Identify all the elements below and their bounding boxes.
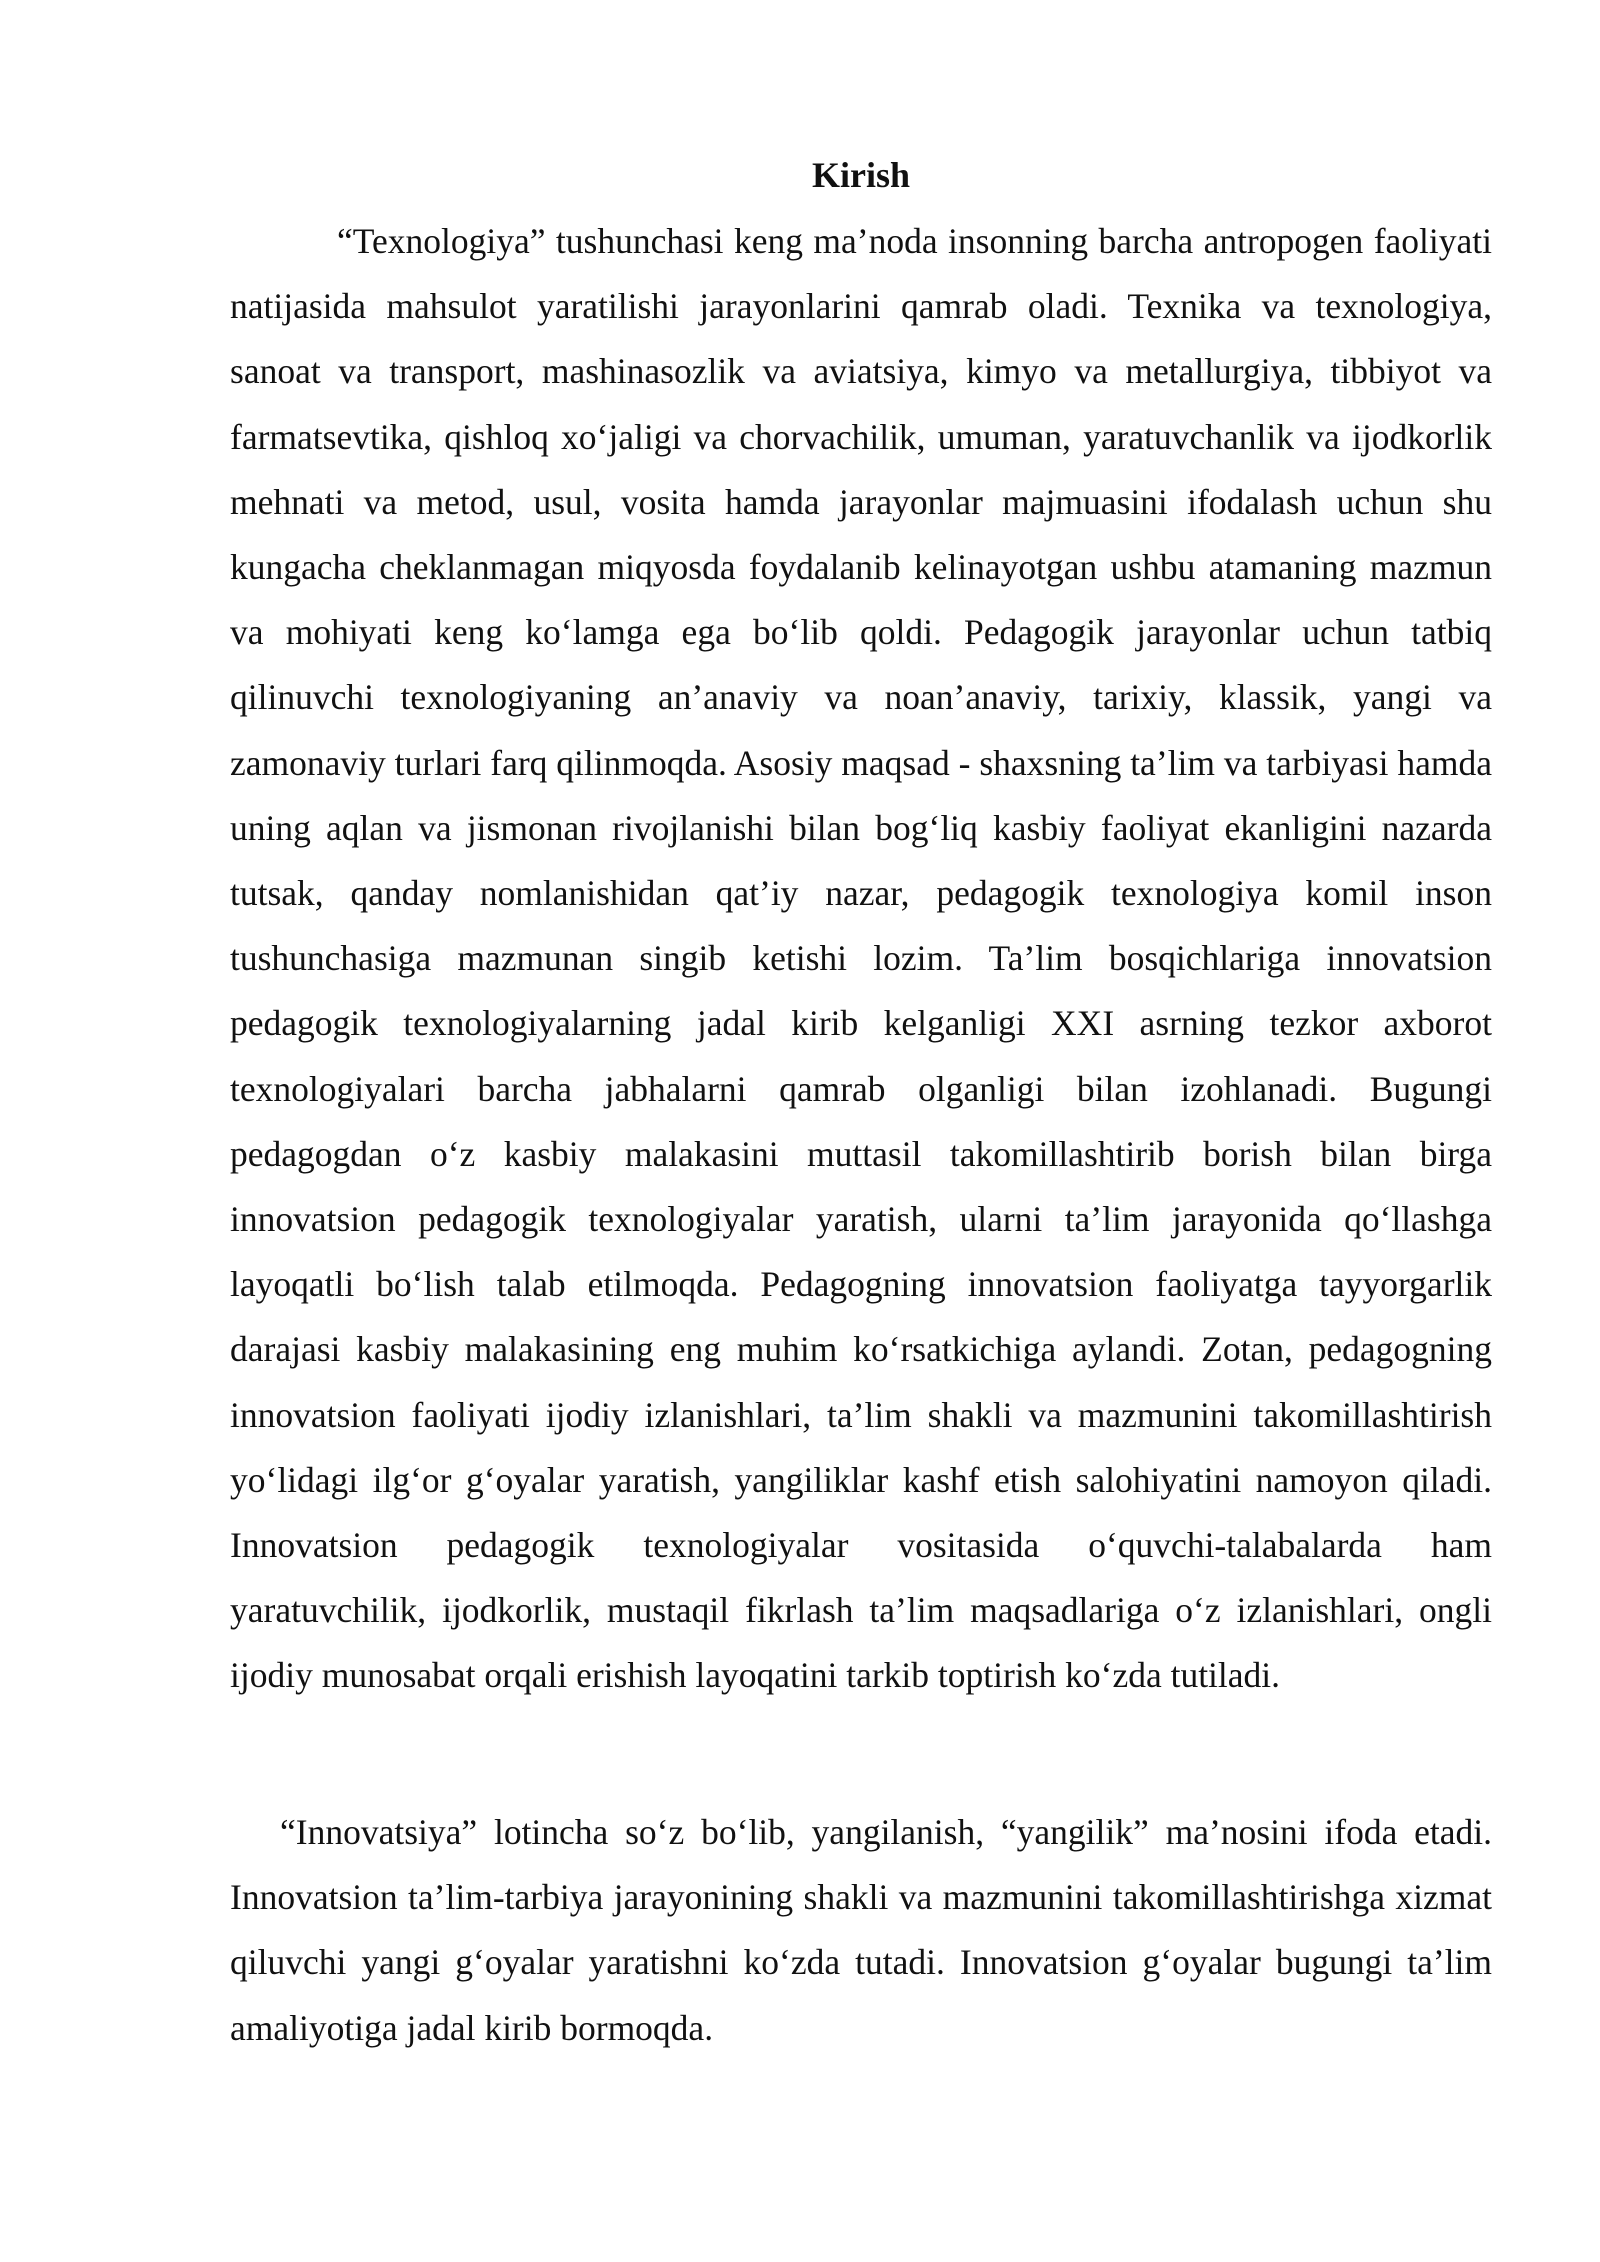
document-title: Kirish	[811, 155, 910, 195]
paragraph-innovation: “Innovatsiya” lotincha so‘z bo‘lib, yangilanish, “yangilik” ma’nosini ifoda etadi. Innovatsion ta’lim-tarbiya jarayonining shakli va mazmunini takomillashtirishga xizmat qiluvchi yangi g‘oyalar yaratishni ko‘zda tutadi. Innovatsion g‘oyalar bugungi ta’lim amaliyotiga jadal kirib bormoqda.	[230, 1812, 1492, 2048]
paragraph-technology: “Texnologiya” tushunchasi keng ma’noda insonning barcha antropogen faoliyati natijasida mahsulot yaratilishi jarayonlarini qamrab oladi. Texnika va texnologiya, sanoat va transport, mashinasozlik va aviatsiya, kimyo va metallurgiya, tibbiyot va farmatsevtika, qishloq xo‘jaligi va chorvachilik, umuman, yaratuvchanlik va ijodkorlik mehnati va metod, usul, vosita hamda jarayonlar majmuasini ifodalash uchun shu kungacha cheklanmagan miqyosda foydalanib kelinayotgan ushbu atamaning mazmun va mohiyati keng ko‘lamga ega bo‘lib qoldi. Pedagogik jarayonlar uchun tatbiq qilinuvchi texnologiyaning an’anaviy va noan’anaviy, tarixiy, klassik, yangi va zamonaviy turlari farq qilinmoqda. Asosiy maqsad - shaxsning ta’lim va tarbiyasi hamda uning aqlan va jismonan rivojlanishi bilan bog‘liq kasbiy faoliyat ekanligini nazarda tutsak, qanday nomlanishidan qat’iy nazar, pedagogik texnologiya komil inson tushunchasiga mazmunan singib ketishi lozim. Ta’lim bosqichlariga innovatsion pedagogik texnologiyalarning jadal kirib kelganligi XXI asrning tezkor axborot texnologiyalari barcha jabhalarni qamrab olganligi bilan izohlanadi. Bugungi pedagogdan o‘z kasbiy malakasini muttasil takomillashtirib borish bilan birga innovatsion pedagogik texnologiyalar yaratish, ularni ta’lim jarayonida qo‘llashga layoqatli bo‘lish talab etilmoqda. Pedagogning innovatsion faoliyatga tayyorgarlik darajasi kasbiy malakasining eng muhim ko‘rsatkichiga aylandi. Zotan, pedagogning innovatsion faoliyati ijodiy izlanishlari, ta’lim shakli va mazmunini takomillashtirish yo‘lidagi ilg‘or g‘oyalar yaratish, yangiliklar kashf etish salohiyatini namoyon qiladi. Innovatsion pedagogik texnologiyalar vositasida o‘quvchi-talabalarda ham yaratuvchilik, ijodkorlik, mustaqil fikrlash ta’lim maqsadlariga o‘z izlanishlari, ongli ijodiy munosabat orqali erishish layoqatini tarkib toptirish ko‘zda tutiladi.	[230, 221, 1492, 1696]
